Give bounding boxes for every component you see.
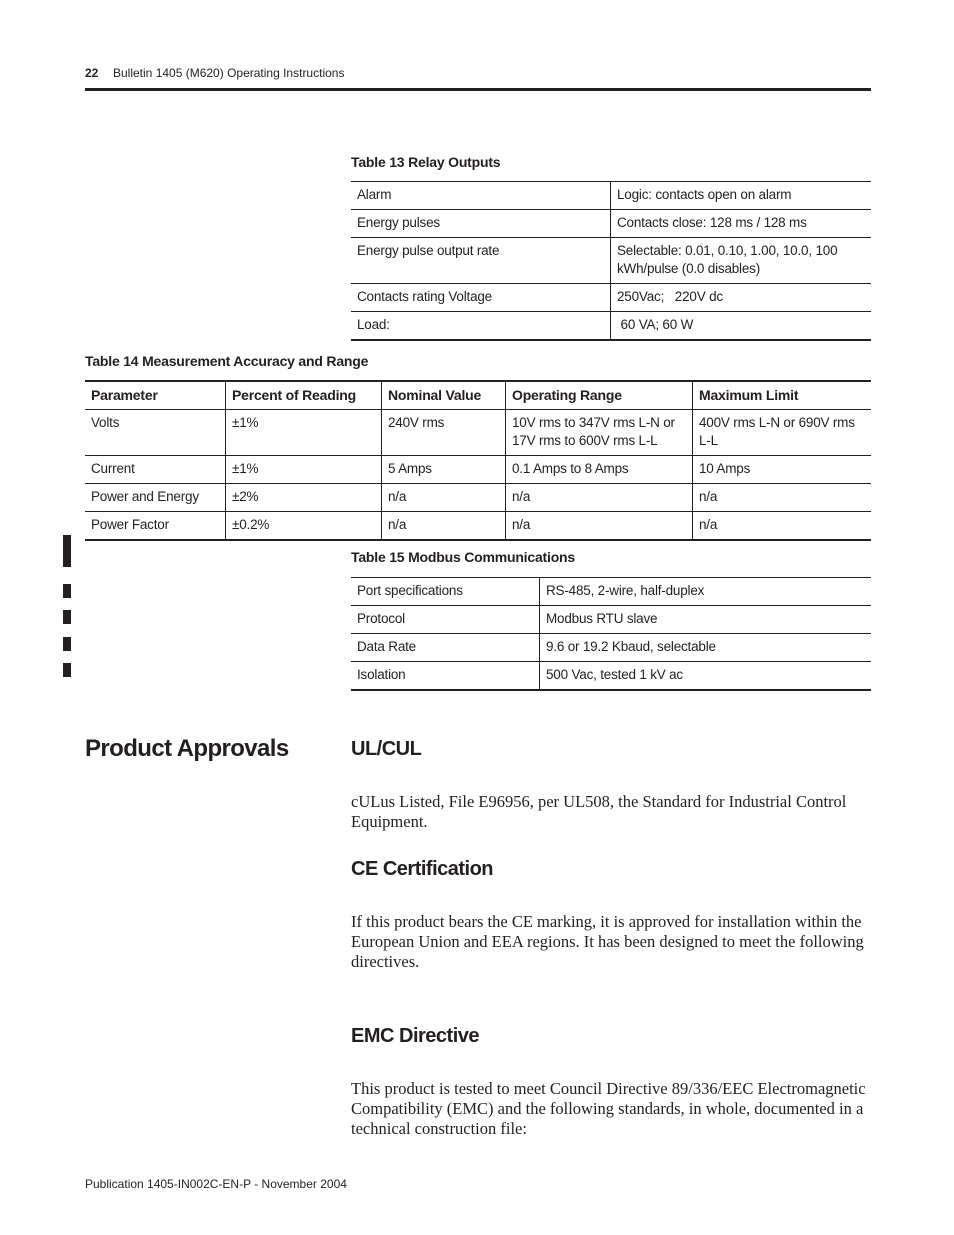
table-cell: Load: xyxy=(351,312,611,341)
column-header: Operating Range xyxy=(506,381,693,410)
table-cell: Energy pulse output rate xyxy=(351,238,611,284)
emc-directive-heading: EMC Directive xyxy=(351,1025,479,1047)
table-cell: Port specifications xyxy=(351,578,540,606)
table-cell: ±2% xyxy=(226,484,382,512)
change-bar xyxy=(63,637,71,651)
table-row xyxy=(85,410,871,456)
table-cell: 500 Vac, tested 1 kV ac xyxy=(546,667,683,682)
table-row xyxy=(351,284,871,312)
table-cell: Power Factor xyxy=(85,512,226,541)
table-cell: n/a xyxy=(699,517,718,532)
table-cell: Contacts close: 128 ms / 128 ms xyxy=(611,210,872,238)
column-header: Maximum Limit xyxy=(693,381,872,410)
table-cell: n/a xyxy=(506,512,693,541)
table-row xyxy=(351,634,871,662)
table-row xyxy=(351,312,871,341)
table-cell: 10V rms to 347V rms L-N or 17V rms to 600V rms L-L xyxy=(506,410,693,456)
table-cell: Isolation xyxy=(351,662,540,691)
measurement-accuracy-table xyxy=(85,380,871,541)
table14-caption: Table 14 Measurement Accuracy and Range xyxy=(85,353,369,369)
table15-caption: Table 15 Modbus Communications xyxy=(351,549,575,565)
table-cell: Contacts rating Voltage xyxy=(351,284,611,312)
change-bar xyxy=(63,584,71,598)
change-bar xyxy=(63,663,71,677)
table-row xyxy=(85,456,871,484)
header-rule xyxy=(85,88,871,91)
table-cell: n/a xyxy=(693,484,872,512)
table-cell: ±0.2% xyxy=(226,512,382,541)
table-cell: Protocol xyxy=(351,606,540,634)
publication-footer: Publication 1405-IN002C-EN-P - November 2004 xyxy=(85,1177,347,1191)
table-cell: Energy pulses xyxy=(351,210,611,238)
table-cell: Power and Energy xyxy=(85,484,226,512)
table-cell: RS-485, 2-wire, half-duplex xyxy=(540,578,872,606)
column-header: Parameter xyxy=(85,381,226,410)
table-row xyxy=(351,662,871,691)
table-cell: Alarm xyxy=(351,182,611,210)
relay-outputs-table xyxy=(351,181,871,341)
table-row xyxy=(351,238,871,284)
table-cell: Data Rate xyxy=(351,634,540,662)
change-bar xyxy=(63,610,71,624)
table-cell: Logic: contacts open on alarm xyxy=(611,182,872,210)
emc-directive-paragraph: This product is tested to meet Council Directive 89/336/EEC Electromagnetic Compatibility (EMC) and the following standards, in whole, documented in a technical construction file: xyxy=(351,1079,866,1138)
table-row xyxy=(351,210,871,238)
ul-cul-heading: UL/CUL xyxy=(351,738,422,760)
ce-certification-heading: CE Certification xyxy=(351,858,494,880)
table-cell: ±1% xyxy=(226,456,382,484)
section-title: Product Approvals xyxy=(85,735,289,762)
table-cell: 240V rms xyxy=(382,410,506,456)
ce-certification-paragraph: If this product bears the CE marking, it is approved for installation within the European Union and EEA regions. It has been designed to meet the following directives. xyxy=(351,912,864,971)
table-cell: 60 VA; 60 W xyxy=(617,317,694,332)
table-row xyxy=(85,512,871,541)
page-number: 22 xyxy=(85,66,99,80)
modbus-communications-table xyxy=(351,577,871,691)
table-cell: 5 Amps xyxy=(382,456,506,484)
table-cell: 400V rms L-N or 690V rms L-L xyxy=(693,410,872,456)
table-cell: 0.1 Amps to 8 Amps xyxy=(506,456,693,484)
column-header: Nominal Value xyxy=(382,381,506,410)
table-cell: Volts xyxy=(85,410,226,456)
table-cell: 9.6 or 19.2 Kbaud, selectable xyxy=(540,634,872,662)
table13-caption: Table 13 Relay Outputs xyxy=(351,154,501,170)
column-header: Percent of Reading xyxy=(226,381,382,410)
table-cell: Modbus RTU slave xyxy=(540,606,872,634)
table-row xyxy=(351,606,871,634)
table-cell: n/a xyxy=(382,484,506,512)
table-cell: n/a xyxy=(506,484,693,512)
table-row xyxy=(351,182,871,210)
table-cell: Selectable: 0.01, 0.10, 1.00, 10.0, 100 kWh/pulse (0.0 disables) xyxy=(611,238,872,284)
table-cell: 250Vac; 220V dc xyxy=(611,284,872,312)
table-row xyxy=(351,578,871,606)
change-bar xyxy=(63,535,71,567)
running-header-title: Bulletin 1405 (M620) Operating Instructions xyxy=(113,66,345,80)
ul-cul-paragraph: cULus Listed, File E96956, per UL508, the Standard for Industrial Control Equipment. xyxy=(351,792,847,831)
table-header-row xyxy=(85,381,871,410)
table-row xyxy=(85,484,871,512)
table-cell: n/a xyxy=(382,512,506,541)
table-cell: ±1% xyxy=(226,410,382,456)
table-cell: Current xyxy=(85,456,226,484)
table-cell: 10 Amps xyxy=(693,456,872,484)
